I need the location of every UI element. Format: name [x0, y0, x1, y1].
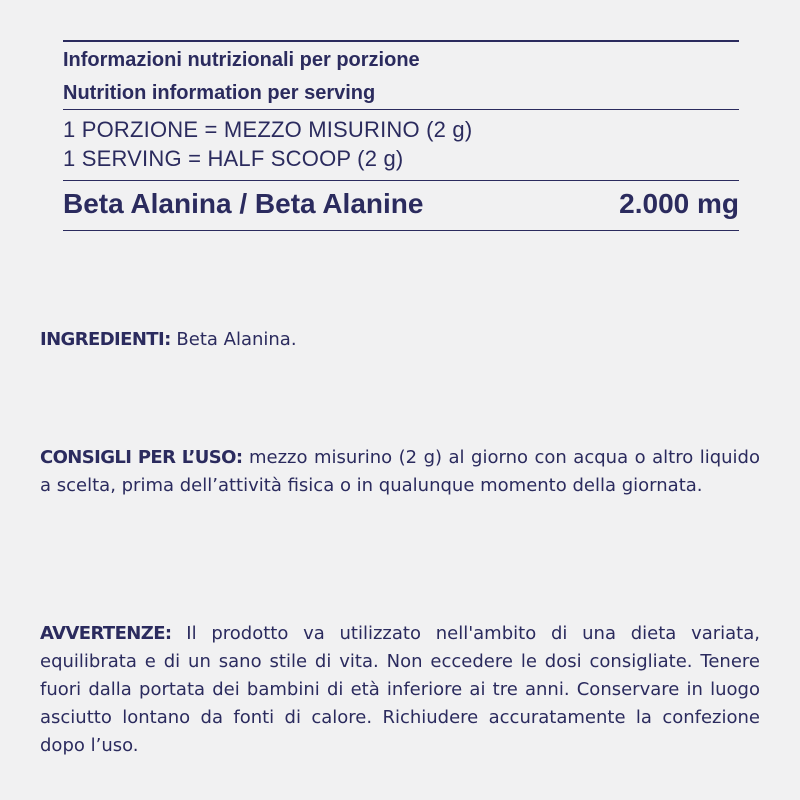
ingredients-paragraph: [40, 326, 760, 354]
ingredients-text: Beta Alanina.: [170, 329, 297, 350]
serving-size-english: 1 SERVING = HALF SCOOP (2 g): [63, 146, 404, 171]
nutrient-name: Beta Alanina / Beta Alanine: [63, 188, 424, 219]
usage-label: CONSIGLI PER L’USO:: [40, 447, 243, 468]
ingredients-label: INGREDIENTI:: [40, 329, 171, 350]
table-header-rule: [63, 109, 739, 110]
nutrient-amount: 2.000 mg: [619, 188, 739, 219]
usage-paragraph: [40, 444, 760, 500]
table-serving-rule: [63, 180, 739, 181]
table-top-rule: [63, 40, 739, 42]
warnings-paragraph: [40, 620, 760, 760]
usage-text: mezzo misurino (2 g) al giorno con acqua o altro liquido a scelta, prima dell’attività fisica o in qualunque momento della giornata.: [40, 447, 760, 496]
table-header-english: Nutrition information per serving: [63, 82, 376, 104]
table-bottom-rule: [63, 230, 739, 231]
warnings-text: Il prodotto va utilizzato nell'ambito di una dieta variata, equilibrata e di un sano stile di vita. Non eccedere le dosi consigliate. Tenere fuori dalla portata dei bambini di età inferiore ai tre anni. Conservare in luogo asciutto lontano da fonti di calore. Richiudere accuratamente la confezione dopo l’uso.: [40, 623, 760, 756]
warnings-label: AVVERTENZE:: [40, 623, 172, 644]
table-header-italian: Informazioni nutrizionali per porzione: [63, 49, 420, 71]
serving-size-italian: 1 PORZIONE = MEZZO MISURINO (2 g): [63, 117, 473, 142]
nutrient-row: [63, 186, 739, 222]
